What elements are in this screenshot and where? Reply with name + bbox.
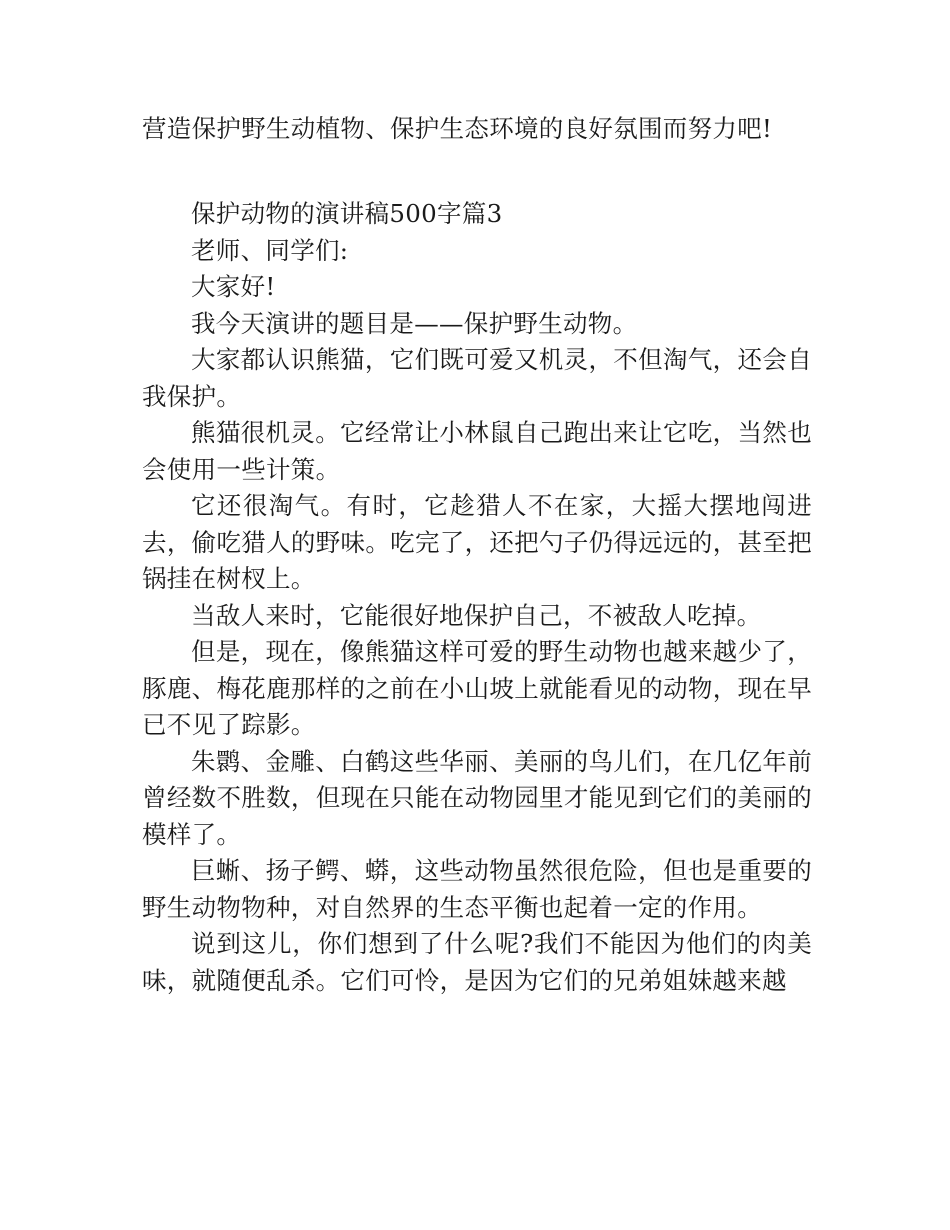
paragraph: 说到这儿，你们想到了什么呢?我们不能因为他们的肉美味，就随便乱杀。它们可怜，是因为它们的兄弟姐妹越来越: [142, 929, 812, 995]
paragraph: 巨蜥、扬子鳄、蟒，这些动物虽然很危险，但也是重要的野生动物物种，对自然界的生态平衡也起着一定的作用。: [142, 856, 812, 922]
continuation-text: 营造保护野生动植物、保护生态环境的良好氛围而努力吧!: [142, 114, 773, 143]
greeting: 大家好!: [191, 272, 276, 301]
paragraph: 我今天演讲的题目是——保护野生动物。: [191, 308, 638, 338]
continuation-block: [142, 111, 812, 148]
salutation: 老师、同学们:: [191, 235, 349, 265]
paragraph: 朱鹮、金雕、白鹤这些华丽、美丽的鸟儿们，在几亿年前曾经数不胜数，但现在只能在动物园里才能见到它们的美丽的模样了。: [142, 746, 812, 849]
paragraph: 它还很淘气。有时，它趁猎人不在家，大摇大摆地闯进去，偷吃猎人的野味。吃完了，还把勺子仍得远远的，甚至把锅挂在树杈上。: [142, 491, 812, 593]
speech-heading: 保护动物的演讲稿500字篇3: [191, 199, 503, 228]
speech-body: [142, 196, 812, 999]
paragraph: 当敌人来时，它能很好地保护自己，不被敌人吃掉。: [191, 600, 762, 630]
paragraph: 大家都认识熊猫，它们既可爱又机灵，不但淘气，还会自我保护。: [142, 345, 812, 411]
paragraph: 熊猫很机灵。它经常让小林鼠自己跑出来让它吃，当然也会使用一些计策。: [142, 418, 812, 484]
paragraph: 但是，现在，像熊猫这样可爱的野生动物也越来越少了，豚鹿、梅花鹿那样的之前在小山坡上就能看见的动物，现在早已不见了踪影。: [142, 637, 812, 739]
